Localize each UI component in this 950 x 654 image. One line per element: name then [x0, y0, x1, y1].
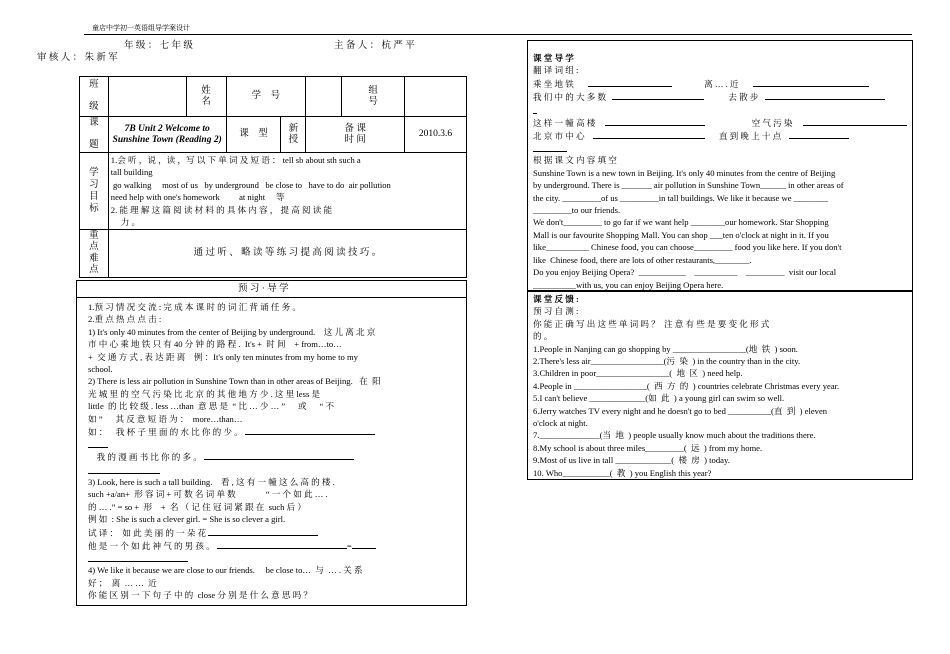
answer-blank[interactable]: [765, 90, 885, 100]
phrase-row: 乘 坐 地 铁 离 … . 近: [533, 77, 911, 90]
preview-line: 你 能 区 别 一 下 句 子 中 的 close 分 别 是 什 么 意 思 吗 ？: [88, 590, 312, 601]
info-table: [79, 76, 467, 278]
passage-line: Mall is our favourite Shopping Mall. You can shop ___ten o'clock at night in it. If you: [533, 229, 829, 240]
answer-blank[interactable]: [217, 539, 347, 549]
type-value: 新 授: [281, 117, 306, 153]
classroom-content: [533, 52, 911, 291]
answer-blank[interactable]: [789, 129, 849, 139]
question-item: 3.Children in poor_________________( 地 区 ) need help.: [533, 368, 743, 379]
answer-blank[interactable]: [753, 77, 869, 87]
topic-label: 课 题: [80, 117, 109, 153]
number-cell: [306, 77, 342, 117]
reviewer-text: 审 核 人 ： 朱 新 军: [37, 53, 118, 63]
preview-line: 2.重 点 热 点 点 击 :: [88, 314, 162, 325]
classroom-title: 课 堂 导 学: [533, 53, 574, 63]
question-item: 10. Who___________( 教 ) you English this year?: [533, 467, 712, 478]
passage-line: __________with us, you can enjoy Beijing Opera here.: [533, 279, 724, 290]
answer-blank[interactable]: [88, 438, 108, 448]
question-item: 9.Most of us live in tall _____________( 楼 房 ) today.: [533, 455, 730, 466]
grade-text: 年 级 ： 七 年 级: [124, 41, 193, 51]
preview-line: little 的 比 较 级 . less …than 意 思 是 “ 比 … 少 … ” 或 “ 不: [88, 401, 335, 412]
answer-blank[interactable]: [612, 90, 704, 100]
header-rule: [84, 34, 912, 35]
answer-blank[interactable]: [605, 116, 705, 126]
answer-blank[interactable]: [245, 425, 375, 435]
passage-line: Do you enjoy Beijing Opera? ___________ __________ _________ visit our local: [533, 267, 837, 278]
preview-line: 的 … .” = so + 形 + 名 （ 记 住 冠 词 紧 跟 在 such 后 ）: [88, 501, 306, 512]
phrase-row: [533, 142, 911, 154]
classroom-sub: 翻 译 词 组 :: [533, 65, 579, 76]
answer-blank[interactable]: [88, 464, 160, 474]
preview-line: 试 译 ： 如 此 美 丽 的 一 朵 花: [88, 526, 464, 539]
preview-line: 如 ： 我 杯 子 里 面 的 水 比 你 的 少 。: [88, 425, 464, 438]
goal-line: tall building: [110, 167, 153, 178]
question-item: 1.People in Nanjing can go shopping by _________________(地 铁 ) soon.: [533, 343, 798, 354]
answer-blank[interactable]: [533, 142, 567, 152]
passage-line: like__________ Chinese food, you can choose_________ food you like here. If you don't: [533, 242, 842, 253]
answer-blank[interactable]: [352, 539, 376, 549]
answer-blank[interactable]: [88, 552, 188, 562]
number-label: 学 号: [226, 77, 306, 117]
passage-line: Sunshine Town is a new town in Beijing. It's only 40 minutes from the centre of Beijing: [533, 167, 836, 178]
answer-blank[interactable]: [204, 450, 354, 460]
answer-blank[interactable]: [588, 77, 672, 87]
preview-blank-line: [88, 438, 464, 450]
topic-value: 7B Unit 2 Welcome to Sunshine Town (Reading 2): [108, 117, 226, 153]
preview-line: 1) It's only 40 minutes from the center of Beijing by underground. 这 儿 离 北 京: [88, 326, 376, 337]
name-label: 姓 名: [186, 77, 226, 117]
preview-line: such +a/an+ 形 容 词 + 可 数 名 词 单 数 “ 一 个 如 此 … .: [88, 489, 328, 500]
preview-line: 4) We like it because we are close to our friends. be close to… 与 … . 关 系: [88, 565, 363, 576]
name-cell: [108, 77, 186, 117]
question-item: 7.______________(当 地 ) people usually know much about the traditions there.: [533, 430, 816, 441]
answer-blank[interactable]: [208, 526, 318, 536]
passage-line: _________to our friends.: [533, 205, 621, 216]
feedback-content: [533, 293, 911, 479]
preview-line: 他 是 一 个 如 此 神 气 的 男 孩 。 =: [88, 539, 464, 552]
question-item: 4.People in _________________( 西 方 的 ) countries celebrate Christmas every year.: [533, 380, 840, 391]
date-value: 2010.3.6: [405, 117, 467, 153]
header-text: 童店中学初一英语组导学案设计: [92, 24, 190, 32]
passage-line: by underground. There is _______ air pollution in Sunshine Town______ in other areas of: [533, 180, 844, 191]
phrase-row: 北 京 市 中 心 直 到 晚 上 十 点: [533, 129, 911, 142]
question-item: 8.My school is about three miles_________( 远 ) from my home.: [533, 442, 763, 453]
preview-line: 我 的 漫 画 书 比 你 的 多 。: [88, 450, 464, 463]
preview-title-rule: [76, 297, 467, 298]
type-label: 课 型: [226, 117, 281, 153]
group-label: 组 号: [342, 77, 405, 117]
author-text: 主 备 人 ： 杭 严 平: [334, 41, 415, 51]
feedback-intro: 的 。: [533, 331, 553, 342]
goal-label: 学 习 目 标: [80, 153, 109, 230]
preview-line: 光 城 里 的 空 气 污 染 比 北 京 的 其 他 地 方 少 . 这 里 less 是: [88, 388, 321, 399]
feedback-sub: 预 习 自 测 :: [533, 306, 579, 317]
preview-line: + 交 通 方 式 , 表 达 距 离 例 ：It's only ten minutes from my home to my: [88, 351, 358, 362]
feedback-intro: 你 能 正 确 写 出 这 些 单 词 吗 ？ 注 意 有 些 是 要 变 化 形 式: [533, 318, 770, 329]
question-item: 6.Jerry watches TV every night and he doesn't go to bed __________(直 到 ) eleven: [533, 405, 828, 416]
preview-line: school.: [88, 364, 113, 375]
preview-blank-line: [88, 552, 464, 564]
phrase-row: [533, 104, 911, 116]
preview-line: 3) Look, here is such a tall building. 看 , 这 有 一 幢 这 么 高 的 楼 .: [88, 476, 335, 487]
date-label: 备 课 时 间: [306, 117, 405, 153]
feedback-title: 课 堂 反 馈 :: [533, 294, 579, 304]
focus-content: 通 过 听 、 略 读 等 练 习 提 高 阅 读 技 巧 。: [108, 230, 466, 278]
goal-line: go walking most of us by underground be close to have to do air pollution: [110, 179, 391, 190]
fill-title: 根 据 课 文 内 容 填 空: [533, 155, 617, 166]
goal-line: 力 。: [120, 217, 141, 228]
preview-line: 市 中 心 乘 地 铁 只 有 40 分 钟 的 路 程 . It's + 时 间 + from…to…: [88, 339, 342, 350]
preview-line: 好 ； 离 … … 近: [88, 577, 157, 588]
preview-blank-line: [88, 464, 464, 476]
phrase-row: 我 们 中 的 大 多 数 去 散 步: [533, 90, 911, 103]
class-label: 班 级: [80, 77, 109, 117]
question-item: 5.I can't believe _____________(如 此 ) a young girl can swim so well.: [533, 393, 785, 404]
phrase-row: 这 样 一 幢 高 楼 空 气 污 染: [533, 116, 911, 129]
question-item: o'clock at night.: [533, 418, 588, 429]
focus-label: 重 点 难 点: [80, 230, 109, 278]
passage-line: like Chinese food, there are lots of other restaurants,________.: [533, 254, 752, 265]
preview-line: 1.预 习 情 况 交 流 : 完 成 本 课 时 的 词 汇 背 诵 任 务 。: [88, 302, 301, 312]
passage-line: We don't_________ to go far if we want help ________our homework. Star Shopping: [533, 217, 829, 228]
preview-title: 预 习 · 导 学: [238, 284, 289, 294]
preview-line: 2) There is less air pollution in Sunshine Town than in other areas of Beijing. 在 阳: [88, 376, 381, 387]
answer-blank[interactable]: [593, 129, 705, 139]
answer-blank[interactable]: [533, 104, 537, 114]
goal-line: 1.会 听 ，说 ，读 ，写 以 下 单 词 及 短 语 ： tell sb about sth such a: [110, 155, 361, 165]
group-cell: [405, 77, 467, 117]
goal-content: [108, 153, 466, 230]
answer-blank[interactable]: [803, 116, 907, 126]
passage-line: the city. _________of us _________in tall buildings. We like it because we ________: [533, 192, 829, 203]
question-item: 2.There's less air_________________(污 染 ) in the country than in the city.: [533, 356, 801, 367]
goal-line: 2. 能 理 解 这 篇 阅 读 材 料 的 具 体 内 容 ， 提 高 阅 读 能: [110, 204, 333, 215]
preview-content: [88, 301, 464, 602]
preview-line: 例 如 : She is such a clever girl. = She is so clever a girl.: [88, 514, 286, 525]
goal-line: need help with one's homework at night 等: [110, 192, 285, 203]
preview-line: 如 ” 其 反 意 短 语 为 ： more…than…: [88, 413, 243, 424]
